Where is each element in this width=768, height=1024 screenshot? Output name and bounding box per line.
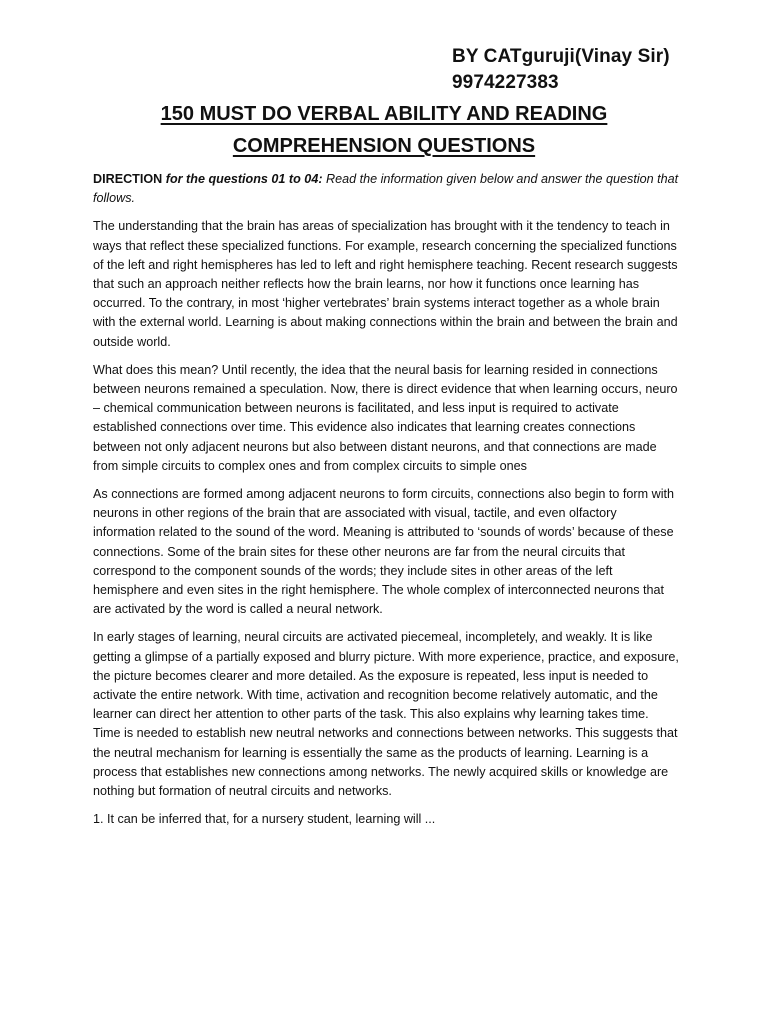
- passage-paragraph-3: As connections are formed among adjacent neurons to form circuits, connections also begin to form with neurons in other regions of the brain that are associated with visual, tactile, and even olfactory information related to the sound of the word. Meaning is attributed to ‘sounds of words’ because of these connections. Some of the brain sites for these other neurons are far from the neural circuits that correspond to the component sounds of the words; they include sites in other areas of the left hemisphere and even sites in the right hemisphere. The whole complex of interconnected neurons that are activated by the word is called a neural network.: [93, 487, 675, 617]
- title-line-2: COMPREHENSION QUESTIONS: [232, 135, 536, 157]
- author-info: [452, 44, 670, 96]
- page-title: [0, 98, 768, 162]
- direction-label: DIRECTION: [93, 172, 163, 186]
- passage-paragraph-1: The understanding that the brain has areas of specialization has brought with it the tendency to teach in ways that reflect these specialized functions. For example, research concerning the specialized functions of the left and right hemispheres has led to left and right hemisphere teaching. Recent research suggests that such an approach neither reflects how the brain learns, nor how it functions once learning has occurred. To the contrary, in most ‘higher vertebrates’ brain systems interact together as a whole brain with the external world. Learning is about making connections within the brain and between the brain and outside world.: [93, 219, 678, 349]
- passage-paragraph-4: In early stages of learning, neural circuits are activated piecemeal, incompletely, and weakly. It is like getting a glimpse of a partially exposed and blurry picture. With more experience, practice, and exposure, the picture becomes clearer and more detailed. As the exposure is repeated, less input is needed to activate the entire network. With time, activation and recognition become relatively automatic, and the learner can direct her attention to other parts of the task. This also explains why learning takes time. Time is needed to establish new neutral networks and connections between networks. This suggests that the neutral mechanism for learning is essentially the same as the products of learning. Learning is a process that establishes new connections among networks. The newly acquired skills or knowledge are nothing but formation of neutral circuits and networks.: [93, 630, 679, 799]
- direction-block: [93, 170, 679, 208]
- author-phone: 9974227383: [452, 72, 559, 93]
- passage-paragraph-2: What does this mean? Until recently, the idea that the neural basis for learning resided in connections between neurons remained a speculation. Now, there is direct evidence that when learning occurs, neuro – chemical communication between neurons is facilitated, and less input is required to activate established connections over time. This evidence also indicates that learning creates connections between not only adjacent neurons but also between distant neurons, and that connections are made from simple circuits to complex ones and from complex circuits to simple ones: [93, 362, 678, 473]
- main-content: [93, 170, 679, 830]
- title-line-1: 150 MUST DO VERBAL ABILITY AND READING: [160, 103, 608, 125]
- question-1: 1. It can be inferred that, for a nursery student, learning will ...: [93, 812, 436, 827]
- author-line: BY CATguruji(Vinay Sir): [452, 46, 670, 67]
- direction-instruction: Read the information given below and answer the question that follows.: [93, 172, 679, 206]
- direction-range: for the questions 01 to 04:: [165, 172, 323, 186]
